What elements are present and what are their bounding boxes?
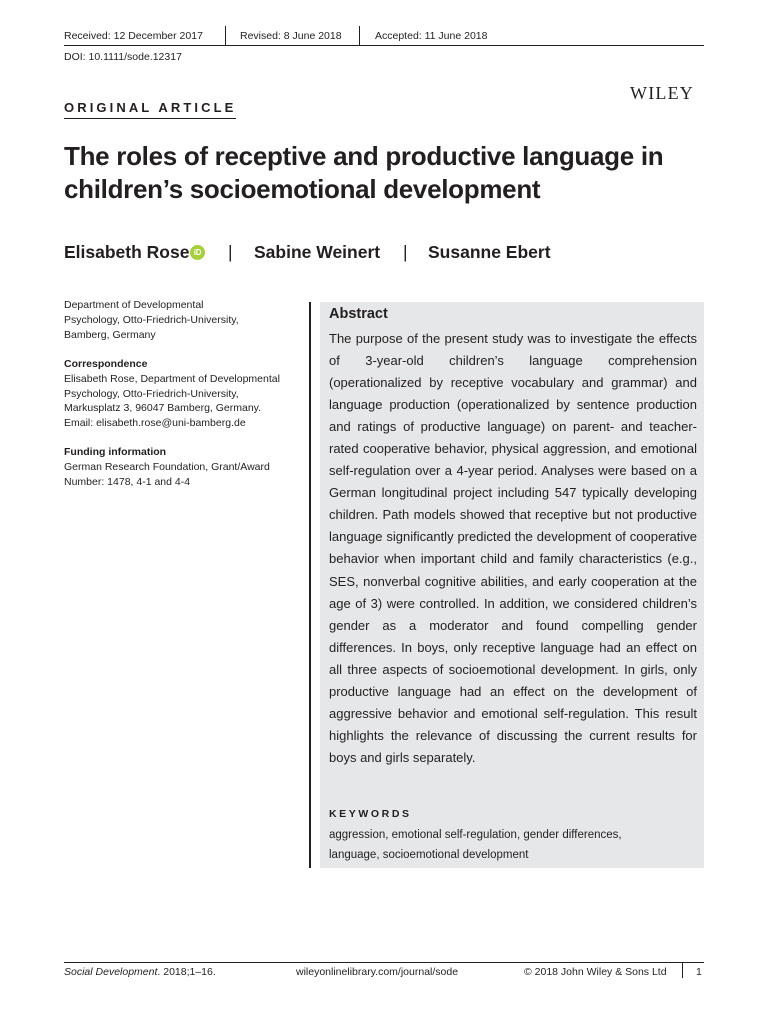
funding-line: German Research Foundation, Grant/Award [64, 460, 270, 473]
orcid-icon[interactable] [190, 245, 205, 260]
abstract-heading: Abstract [329, 306, 388, 322]
journal-url[interactable]: wileyonlinelibrary.com/journal/sode [296, 966, 459, 978]
footer-rule [64, 962, 704, 963]
correspondence-line: Elisabeth Rose, Department of Developmental [64, 372, 280, 385]
doi[interactable]: DOI: 10.1111/sode.12317 [64, 51, 182, 63]
correspondence-email[interactable]: Email: elisabeth.rose@uni-bamberg.de [64, 417, 246, 430]
affiliation [64, 298, 300, 342]
keywords-heading: KEYWORDS [329, 808, 412, 820]
funding-heading: Funding information [64, 446, 167, 458]
affiliation-line: Department of Developmental [64, 299, 204, 311]
author-name[interactable]: Sabine Weinert [254, 242, 381, 262]
title-line: children’s socioemotional development [64, 174, 541, 204]
article-title [64, 140, 714, 206]
article-history-bar [64, 26, 704, 46]
correspondence [64, 357, 300, 431]
correspondence-heading: Correspondence [64, 358, 148, 370]
keywords-line: aggression, emotional self-regulation, gender differences, [329, 829, 622, 841]
page-number: 1 [696, 966, 702, 978]
keywords-line: language, socioemotional development [329, 849, 529, 861]
title-line: The roles of receptive and productive language in [64, 141, 664, 171]
author-separator: | [403, 242, 408, 262]
orcid-label: iD [193, 248, 202, 257]
revised-date: Revised: 8 June 2018 [240, 30, 342, 42]
author-name[interactable]: Elisabeth Rose [64, 242, 190, 262]
copyright: © 2018 John Wiley & Sons Ltd [524, 966, 667, 978]
author-name[interactable]: Susanne Ebert [428, 242, 551, 262]
accepted-date: Accepted: 11 June 2018 [375, 30, 488, 42]
footer-divider [682, 962, 683, 978]
history-divider [225, 26, 226, 46]
correspondence-line: Markusplatz 3, 96047 Bamberg, Germany. [64, 402, 262, 415]
funding-line: Number: 1478, 4-1 and 4-4 [64, 475, 191, 488]
affiliation-line: Psychology, Otto-Friedrich-University, [64, 313, 239, 326]
keywords-list [329, 825, 699, 865]
abstract-rule [309, 302, 311, 868]
author-separator: | [228, 242, 233, 262]
received-date: Received: 12 December 2017 [64, 30, 203, 42]
correspondence-line: Psychology, Otto-Friedrich-University, [64, 387, 239, 400]
citation-details: . 2018;1–16. [157, 966, 216, 978]
funding-information [64, 445, 300, 489]
abstract-text: The purpose of the present study was to investigate the effects of 3-year-old children’s language comprehension (operationalized by receptive vocabulary and grammar) and language production (operationalized by sentence production and ratings of productive language) on parent- and teacher-rated cooperative behavior, physical aggression, and emotional self-regulation over a 4-year period. Analyses were based on a German longitudinal project including 547 typically developing children. Path models showed that receptive but not productive language significantly predicted the development of cooperative behavior when important child and family characteristics (e.g., SES, nonverbal cognitive abilities, and early cooperation at the age of 3) were controlled. In addition, we considered children’s gender as a moderator and found compelling gender differences. In boys, only receptive language had an effect on all three aspects of socioemotional development. In girls, only productive language had an effect on the development of aggressive behavior and emotional self-regulation. This result highlights the relevance of discussing the current results for boys and girls separately. [329, 331, 697, 765]
publisher-logo: WILEY [630, 83, 694, 103]
article-type-label: ORIGINAL ARTICLE [64, 100, 236, 119]
history-divider [359, 26, 360, 46]
affiliation-line: Bamberg, Germany [64, 328, 156, 341]
journal-name: Social Development [64, 966, 158, 978]
journal-citation [64, 966, 216, 978]
